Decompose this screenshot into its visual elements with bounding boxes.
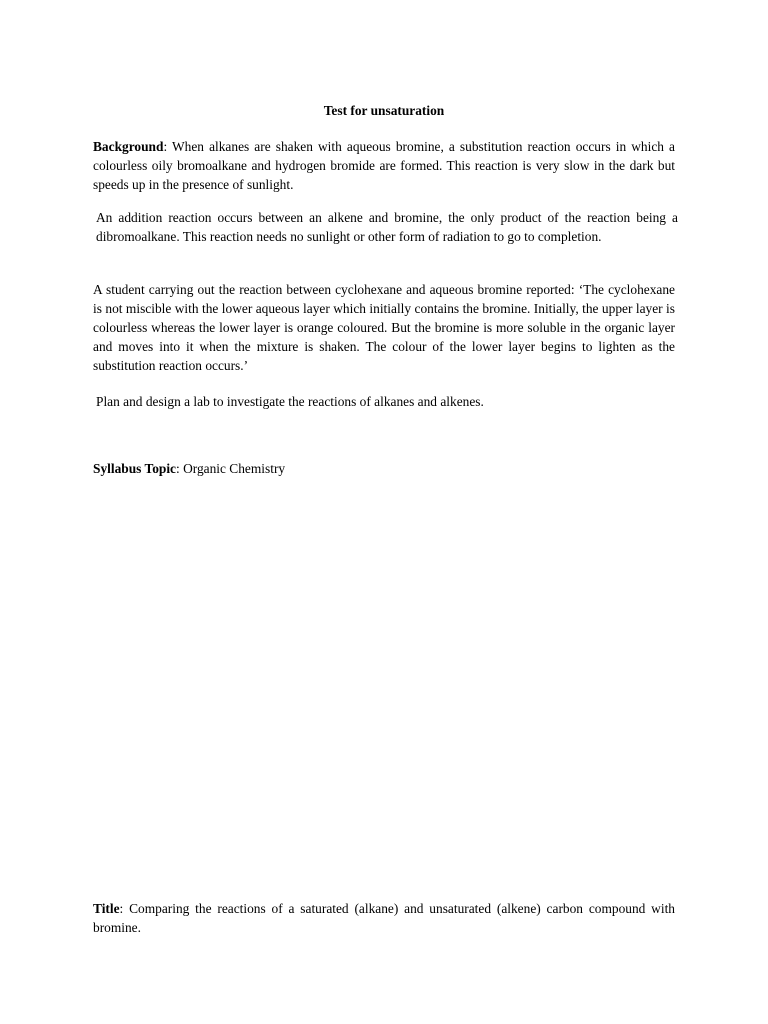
title-label: Title: [93, 901, 120, 916]
student-report-paragraph: A student carrying out the reaction between cyclohexane and aqueous bromine reported: ‘The cyclohexane is not miscible with the lower aqueous layer which initially contains the bromine. Initially, the upper layer is colourless whereas the lower layer is orange coloured. But the bromine is more soluble in the organic layer and moves into it when the mixture is shaken. The colour of the lower layer begins to lighten as the substitution reaction occurs.’: [93, 282, 675, 373]
plan-paragraph: Plan and design a lab to investigate the reactions of alkanes and alkenes.: [96, 394, 484, 409]
syllabus-topic-label: Syllabus Topic: [93, 461, 176, 476]
background-text: : When alkanes are shaken with aqueous bromine, a substitution reaction occurs in which a colourless oily bromoalkane and hydrogen bromide are formed. This reaction is very slow in the dark but speeds up in the presence of sunlight.: [93, 139, 675, 192]
addition-paragraph: An addition reaction occurs between an alkene and bromine, the only product of the reaction being a dibromoalkane. This reaction needs no sunlight or other form of radiation to go to completion.: [96, 210, 678, 244]
background-label: Background: [93, 139, 164, 154]
background-paragraph: [93, 137, 675, 194]
syllabus-topic-line: [93, 459, 675, 478]
title-text: : Comparing the reactions of a saturated (alkane) and unsaturated (alkene) carbon compound with bromine.: [93, 901, 675, 935]
document-title: Test for unsaturation: [323, 103, 445, 118]
syllabus-topic-text: : Organic Chemistry: [176, 461, 286, 476]
title-paragraph: [93, 899, 675, 937]
